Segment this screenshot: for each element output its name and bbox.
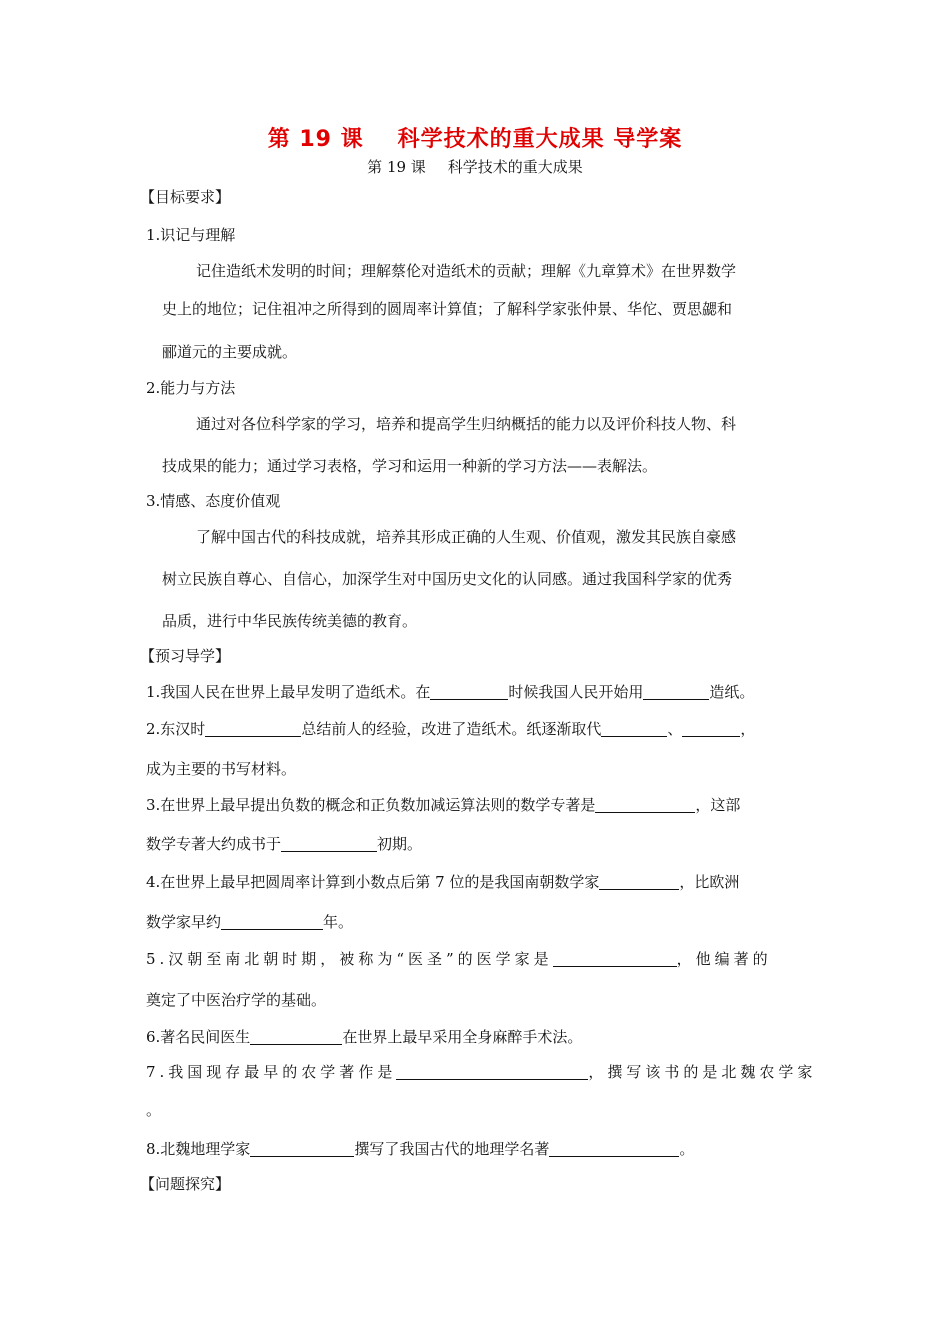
- section-header-preview: 【预习导学】: [140, 647, 231, 665]
- answer-blank[interactable]: [643, 684, 709, 700]
- goals-heading-2: 2.能力与方法: [146, 379, 236, 397]
- question-7-continued: 。: [146, 1101, 162, 1119]
- answer-blank[interactable]: [250, 1029, 342, 1045]
- question-5: 5.汉朝至南北朝时期，被称为“医圣”的医学家是 ，他编著的: [146, 950, 772, 968]
- answer-blank[interactable]: [281, 836, 377, 852]
- question-5-continued: 奠定了中医治疗学的基础。: [146, 991, 327, 1009]
- goals-text-3-line-1: 了解中国古代的科技成就，培养其形成正确的人生观、价值观，激发其民族自豪感: [196, 528, 737, 546]
- question-3-continued: 数学专著大约成书于 初期。: [146, 835, 423, 853]
- answer-blank[interactable]: [549, 1141, 679, 1157]
- answer-blank[interactable]: [221, 914, 323, 930]
- question-8: 8.北魏地理学家 撰写了我国古代的地理学名著 。: [146, 1140, 695, 1158]
- answer-blank[interactable]: [396, 1064, 588, 1080]
- answer-blank[interactable]: [601, 721, 667, 737]
- answer-blank[interactable]: [599, 874, 679, 890]
- title-name: 科学技术的重大成果 导学案: [397, 127, 683, 152]
- document-title: [0, 122, 950, 153]
- title-lesson: 第 19 课: [267, 127, 364, 152]
- answer-blank[interactable]: [430, 684, 508, 700]
- question-7: 7.我国现存最早的农学著作是 ，撰写该书的是北魏农学家: [146, 1063, 817, 1081]
- answer-blank[interactable]: [553, 951, 677, 967]
- subtitle-name: 科学技术的重大成果: [447, 158, 583, 176]
- question-2: 2.东汉时 总结前人的经验，改进了造纸术。纸逐渐取代 、 ，: [146, 720, 756, 738]
- answer-blank[interactable]: [595, 797, 695, 813]
- document-subtitle: [0, 156, 950, 177]
- goals-text-1-line-3: 郦道元的主要成就。: [162, 343, 298, 361]
- answer-blank[interactable]: [682, 721, 740, 737]
- goals-text-2-line-2: 技成果的能力；通过学习表格，学习和运用一种新的学习方法——表解法。: [162, 457, 658, 475]
- question-2-continued: 成为主要的书写材料。: [146, 760, 297, 778]
- question-3: 3.在世界上最早提出负数的概念和正负数加减运算法则的数学专著是 ，这部: [146, 796, 741, 814]
- goals-text-1-line-1: 记住造纸术发明的时间；理解蔡伦对造纸术的贡献；理解《九章算术》在世界数学: [196, 262, 737, 280]
- goals-text-3-line-3: 品质，进行中华民族传统美德的教育。: [162, 612, 418, 630]
- subtitle-lesson: 第 19 课: [367, 158, 426, 176]
- goals-heading-3: 3.情感、态度价值观: [146, 492, 281, 510]
- question-6: 6.著名民间医生 在世界上最早采用全身麻醉手术法。: [146, 1028, 583, 1046]
- section-header-explore: 【问题探究】: [140, 1175, 231, 1193]
- answer-blank[interactable]: [205, 721, 301, 737]
- goals-text-2-line-1: 通过对各位科学家的学习，培养和提高学生归纳概括的能力以及评价科技人物、科: [196, 415, 737, 433]
- question-4-continued: 数学家早约 年。: [146, 913, 354, 931]
- section-header-goals: 【目标要求】: [140, 188, 231, 206]
- answer-blank[interactable]: [250, 1141, 354, 1157]
- question-1: 1.我国人民在世界上最早发明了造纸术。在 时候我国人民开始用 造纸。: [146, 683, 755, 701]
- goals-text-1-line-2: 史上的地位；记住祖冲之所得到的圆周率计算值；了解科学家张仲景、华佗、贾思勰和: [162, 300, 733, 318]
- question-4: 4.在世界上最早把圆周率计算到小数点后第 7 位的是我国南朝数学家 ，比欧洲: [146, 873, 740, 891]
- goals-text-3-line-2: 树立民族自尊心、自信心，加深学生对中国历史文化的认同感。通过我国科学家的优秀: [162, 570, 733, 588]
- goals-heading-1: 1.识记与理解: [146, 226, 236, 244]
